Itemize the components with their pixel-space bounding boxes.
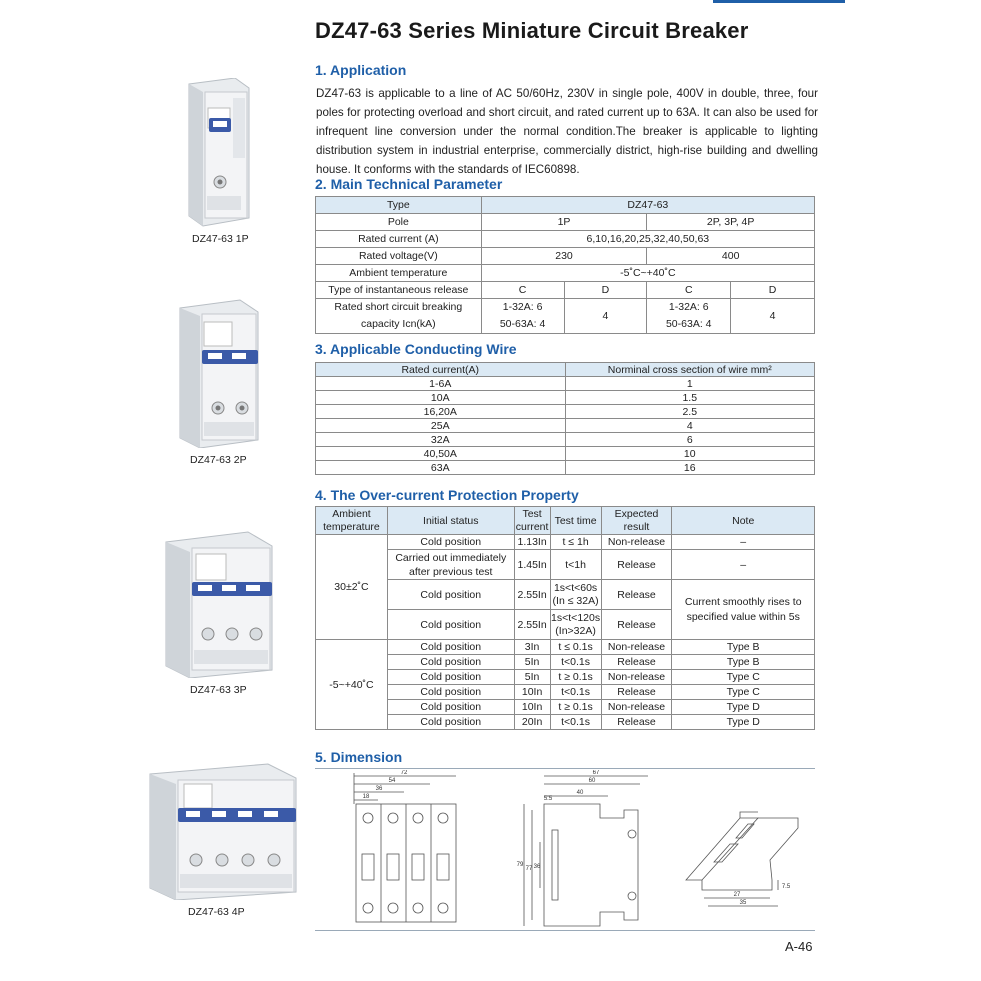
page-number: A-46 bbox=[785, 939, 813, 954]
row-1-initial-a: Carried out immediately bbox=[395, 551, 507, 564]
table-row bbox=[316, 405, 815, 419]
table-cell: Cold position bbox=[387, 670, 514, 685]
table-cell: 10A bbox=[316, 391, 566, 405]
table-cell: Cold position bbox=[387, 640, 514, 655]
table-cell: t<0.1s bbox=[550, 655, 601, 670]
dim-18-label: 18 bbox=[362, 794, 370, 800]
table-cell: Type bbox=[316, 197, 482, 214]
dim-67-label: 67 bbox=[592, 770, 600, 776]
table-cell: Release bbox=[601, 610, 672, 640]
table-header: Test time bbox=[550, 507, 601, 535]
table-cell: Release bbox=[601, 580, 672, 610]
table-cell: Type B bbox=[672, 640, 815, 655]
table-cell: Cold position bbox=[387, 580, 514, 610]
table-cell bbox=[387, 550, 514, 580]
row-2-time-b: (In ≤ 32A) bbox=[552, 594, 599, 607]
section-2-heading: 2. Main Technical Parameter bbox=[315, 176, 503, 192]
table-cell: 6 bbox=[565, 433, 815, 447]
table-cell: 230 bbox=[481, 248, 647, 265]
header-ambient-b: temperature bbox=[323, 520, 380, 533]
table-cell: Cold position bbox=[387, 655, 514, 670]
technical-parameter-table bbox=[315, 196, 815, 334]
section-3-heading: 3. Applicable Conducting Wire bbox=[315, 341, 517, 357]
table-cell: DZ47-63 bbox=[481, 197, 814, 214]
table-cell: – bbox=[672, 535, 815, 550]
table-cell: 63A bbox=[316, 461, 566, 475]
table-cell: – bbox=[672, 550, 815, 580]
table-cell: Type C bbox=[672, 670, 815, 685]
temp-group-cell: 30±2˚C bbox=[316, 535, 388, 640]
table-cell: -5˚C~+40˚C bbox=[481, 265, 814, 282]
table-cell: 32A bbox=[316, 433, 566, 447]
row-3-time-b: (In>32A) bbox=[555, 624, 596, 637]
dim-54-label: 54 bbox=[388, 778, 396, 784]
breaker-2p-image bbox=[160, 298, 270, 448]
table-header bbox=[601, 507, 672, 535]
note-smooth-a: Current smoothly rises to bbox=[684, 595, 802, 608]
bottom-rule bbox=[315, 930, 815, 931]
table-row bbox=[316, 391, 815, 405]
table-cell: Ambient temperature bbox=[316, 265, 482, 282]
caption-1p: DZ47-63 1P bbox=[192, 233, 249, 245]
table-cell: Release bbox=[601, 655, 672, 670]
table-row bbox=[316, 461, 815, 475]
table-cell bbox=[550, 610, 601, 640]
dim-27-label: 27 bbox=[733, 892, 741, 898]
table-row bbox=[316, 580, 815, 610]
table-cell: Rated voltage(V) bbox=[316, 248, 482, 265]
table-cell: t<0.1s bbox=[550, 715, 601, 730]
table-header bbox=[316, 507, 388, 535]
table-cell: 2.55In bbox=[514, 580, 550, 610]
header-test-b: current bbox=[515, 520, 549, 533]
temp-group-cell: -5~+40˚C bbox=[316, 640, 388, 730]
table-cell: Type of instantaneous release bbox=[316, 282, 482, 299]
table-row bbox=[316, 419, 815, 433]
table-cell: C bbox=[647, 282, 731, 299]
table-cell: Non-release bbox=[601, 670, 672, 685]
table-cell: Release bbox=[601, 715, 672, 730]
section-4-heading: 4. The Over-current Protection Property bbox=[315, 487, 579, 503]
table-cell: 5In bbox=[514, 670, 550, 685]
din-rail-drawing bbox=[680, 810, 805, 915]
table-row bbox=[316, 685, 815, 700]
caption-3p: DZ47-63 3P bbox=[190, 684, 247, 696]
caption-2p: DZ47-63 2P bbox=[190, 454, 247, 466]
table-cell: Cold position bbox=[387, 715, 514, 730]
table-cell: 1-6A bbox=[316, 377, 566, 391]
table-cell: 1.5 bbox=[565, 391, 815, 405]
table-row bbox=[316, 655, 815, 670]
table-cell: 400 bbox=[647, 248, 815, 265]
header-expected-b: result bbox=[623, 520, 650, 533]
table-cell: t<0.1s bbox=[550, 685, 601, 700]
table-cell: Rated current (A) bbox=[316, 231, 482, 248]
table-row bbox=[316, 715, 815, 730]
table-cell: 3In bbox=[514, 640, 550, 655]
row-2-time-a: 1s<t<60s bbox=[553, 581, 598, 594]
table-cell: 1.45In bbox=[514, 550, 550, 580]
table-cell: Non-release bbox=[601, 640, 672, 655]
table-cell: Release bbox=[601, 685, 672, 700]
table-cell: 10In bbox=[514, 685, 550, 700]
table-cell: C bbox=[481, 282, 564, 299]
conducting-wire-table bbox=[315, 362, 815, 475]
overcurrent-protection-table bbox=[315, 506, 815, 730]
section-1-heading: 1. Application bbox=[315, 62, 407, 78]
table-cell: 1P bbox=[481, 214, 647, 231]
table-header bbox=[514, 507, 550, 535]
table-header: Rated current(A) bbox=[316, 363, 566, 377]
table-cell: Cold position bbox=[387, 700, 514, 715]
table-row bbox=[316, 447, 815, 461]
section-5-rule bbox=[315, 768, 815, 769]
header-test-a: Test bbox=[522, 507, 542, 520]
table-cell: 1.13In bbox=[514, 535, 550, 550]
table-cell: Type C bbox=[672, 685, 815, 700]
table-cell: 2P, 3P, 4P bbox=[647, 214, 815, 231]
table-cell: 4 bbox=[565, 419, 815, 433]
table-cell: D bbox=[731, 282, 815, 299]
table-cell: D bbox=[564, 282, 647, 299]
table-cell: 2.5 bbox=[565, 405, 815, 419]
table-row bbox=[316, 377, 815, 391]
table-cell: 25A bbox=[316, 419, 566, 433]
breaker-4p-image bbox=[140, 762, 305, 900]
table-cell: 5In bbox=[514, 655, 550, 670]
breaker-1p-image bbox=[175, 78, 255, 228]
table-cell: Non-release bbox=[601, 700, 672, 715]
table-cell: Cold position bbox=[387, 685, 514, 700]
note-smooth-b: specified value within 5s bbox=[686, 610, 800, 623]
table-cell: 20In bbox=[514, 715, 550, 730]
table-cell: t ≥ 0.1s bbox=[550, 700, 601, 715]
header-ambient-a: Ambient bbox=[332, 507, 371, 520]
table-cell: Type B bbox=[672, 655, 815, 670]
row-3-time-a: 1s<t<120s bbox=[551, 611, 601, 624]
dim-36-label: 36 bbox=[375, 786, 383, 792]
table-row bbox=[316, 550, 815, 580]
dim-35-label: 35 bbox=[739, 900, 747, 906]
table-cell: t ≤ 1h bbox=[550, 535, 601, 550]
table-cell: 6,10,16,20,25,32,40,50,63 bbox=[481, 231, 814, 248]
table-row bbox=[316, 640, 815, 655]
table-cell: t ≥ 0.1s bbox=[550, 670, 601, 685]
top-accent-bar bbox=[713, 0, 845, 3]
table-cell: t<1h bbox=[550, 550, 601, 580]
table-cell: Non-release bbox=[601, 535, 672, 550]
table-header: Initial status bbox=[387, 507, 514, 535]
table-cell: Cold position bbox=[387, 610, 514, 640]
table-cell bbox=[316, 299, 482, 334]
table-cell: Cold position bbox=[387, 535, 514, 550]
table-cell bbox=[647, 299, 731, 334]
breaking-c1-a: 1-32A: 6 bbox=[502, 301, 543, 313]
table-header: Norminal cross section of wire mm² bbox=[565, 363, 815, 377]
breaking-label-line-2: capacity Icn(kA) bbox=[360, 318, 436, 330]
section-5-heading: 5. Dimension bbox=[315, 749, 403, 765]
table-cell: Release bbox=[601, 550, 672, 580]
breaking-label-line-1: Rated short circuit breaking bbox=[334, 301, 463, 313]
table-cell: 1 bbox=[565, 377, 815, 391]
table-row bbox=[316, 670, 815, 685]
table-cell: 4 bbox=[564, 299, 647, 334]
dim-79-label: 79 bbox=[516, 862, 524, 868]
dim-72-label: 72 bbox=[400, 770, 408, 776]
table-cell: 10 bbox=[565, 447, 815, 461]
dim-5-5-label: 5.5 bbox=[543, 796, 553, 802]
header-expected-a: Expected bbox=[614, 507, 659, 520]
table-row bbox=[316, 535, 815, 550]
table-cell: Type D bbox=[672, 715, 815, 730]
dimension-side-view bbox=[500, 770, 660, 930]
table-header: Note bbox=[672, 507, 815, 535]
table-cell: 16,20A bbox=[316, 405, 566, 419]
table-cell: Pole bbox=[316, 214, 482, 231]
table-cell: 16 bbox=[565, 461, 815, 475]
breaking-c2-b: 50-63A: 4 bbox=[665, 318, 712, 330]
dim-77-label: 77 bbox=[525, 866, 533, 872]
breaking-c1-b: 50-63A: 4 bbox=[499, 318, 546, 330]
dimension-front-view bbox=[330, 770, 480, 930]
table-cell bbox=[481, 299, 564, 334]
application-text: DZ47-63 is applicable to a line of AC 50/60Hz, 230V in single pole, 400V in double, three, four poles for protecting overload and short circuit, and rated current up to 63A. It can also be used for infrequent line conversion under the normal condition.The breaker is applicable to lighting distribution system in industrial enterprise, commercially district, high-rise building and dwelling house. It conforms with the standards of IEC60898. bbox=[316, 87, 818, 176]
page-title: DZ47-63 Series Miniature Circuit Breaker bbox=[315, 18, 749, 43]
dim-36v-label: 36 bbox=[533, 864, 541, 870]
table-cell: 2.55In bbox=[514, 610, 550, 640]
table-cell bbox=[550, 580, 601, 610]
dim-60-label: 60 bbox=[588, 778, 596, 784]
table-cell: 10In bbox=[514, 700, 550, 715]
table-cell bbox=[672, 580, 815, 640]
table-cell: t ≤ 0.1s bbox=[550, 640, 601, 655]
table-row bbox=[316, 700, 815, 715]
breaker-3p-image bbox=[148, 530, 283, 678]
table-cell: Type D bbox=[672, 700, 815, 715]
dim-7-5-label: 7.5 bbox=[781, 884, 791, 890]
table-cell: 40,50A bbox=[316, 447, 566, 461]
caption-4p: DZ47-63 4P bbox=[188, 906, 245, 918]
row-1-initial-b: after previous test bbox=[409, 565, 493, 578]
breaking-c2-a: 1-32A: 6 bbox=[668, 301, 709, 313]
table-cell: 4 bbox=[731, 299, 815, 334]
dim-40-label: 40 bbox=[576, 790, 584, 796]
table-row bbox=[316, 433, 815, 447]
